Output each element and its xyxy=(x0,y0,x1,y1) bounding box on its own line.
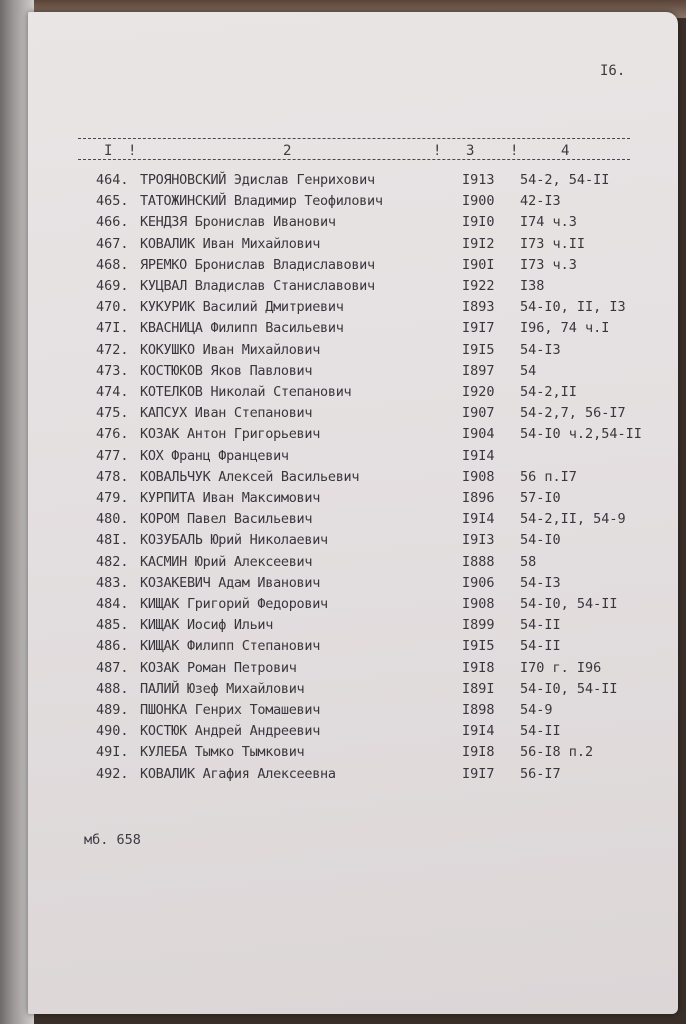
birth-year: I9I4 xyxy=(462,447,495,464)
archive-reference: 54-I0 xyxy=(520,532,561,549)
birth-year: I908 xyxy=(462,596,495,612)
list-item xyxy=(0,702,686,723)
birth-year: I922 xyxy=(462,278,495,294)
birth-year: I907 xyxy=(462,405,495,422)
list-item xyxy=(0,299,686,320)
column-divider: ! xyxy=(433,143,442,159)
list-item xyxy=(0,617,686,638)
list-item xyxy=(0,257,686,278)
row-number: 466. xyxy=(96,214,129,231)
person-name: КОСТЮКОВ Яков Павлович xyxy=(140,362,313,379)
row-number: 487. xyxy=(96,659,129,676)
archive-reference: I73 ч.II xyxy=(520,235,586,252)
archive-reference: I38 xyxy=(520,278,545,294)
list-item xyxy=(0,448,686,469)
archive-reference: I73 ч.3 xyxy=(520,256,577,273)
person-name: КУРПИТА Иван Максимович xyxy=(140,490,321,506)
row-number: 482. xyxy=(96,553,129,570)
list-item xyxy=(0,532,686,553)
person-name: КОРОМ Павел Васильевич xyxy=(140,511,313,528)
person-name: КУКУРИК Василий Дмитриевич xyxy=(140,299,344,316)
list-item xyxy=(0,660,686,681)
row-number: 492. xyxy=(96,765,129,782)
person-name: КОВАЛИК Агафия Алексеевна xyxy=(140,765,336,782)
person-name: КИЩАК Иосиф Ильич xyxy=(140,617,274,634)
archive-reference: 54-I0, 54-II xyxy=(520,596,618,612)
person-name: ТАТОЖИНСКИЙ Владимир Теофилович xyxy=(140,193,383,210)
birth-year: I888 xyxy=(462,553,495,570)
row-number: 464. xyxy=(96,172,129,188)
row-number: 467. xyxy=(96,235,129,252)
birth-year: I900 xyxy=(462,193,495,210)
row-number: 485. xyxy=(96,617,129,634)
birth-year: I906 xyxy=(462,574,495,591)
list-item xyxy=(0,214,686,235)
list-item xyxy=(0,342,686,363)
column-divider: ! xyxy=(510,143,519,159)
archive-reference: 56-I7 xyxy=(520,765,561,782)
archive-reference: 54-I3 xyxy=(520,574,561,591)
birth-year: I89I xyxy=(462,680,495,697)
list-item xyxy=(0,638,686,659)
person-name: КОЗУБАЛЬ Юрий Николаевич xyxy=(140,532,328,549)
archive-reference: 42-I3 xyxy=(520,193,561,210)
list-item xyxy=(0,490,686,511)
row-number: 484. xyxy=(96,596,129,612)
list-item xyxy=(0,575,686,596)
birth-year: I9I8 xyxy=(462,659,495,676)
birth-year: I9I4 xyxy=(462,511,495,528)
list-item xyxy=(0,469,686,490)
birth-year: I9I0 xyxy=(462,214,495,231)
birth-year: I90I xyxy=(462,256,495,273)
footer-note: мб. 658 xyxy=(84,832,141,848)
row-number: 473. xyxy=(96,362,129,379)
table-header-rule-top xyxy=(78,138,630,139)
person-name: КОТЕЛКОВ Николай Степанович xyxy=(140,384,352,400)
archive-reference: I96, 74 ч.I xyxy=(520,320,610,337)
row-number: 49I. xyxy=(96,744,129,761)
row-number: 476. xyxy=(96,426,129,443)
archive-reference: 54-I3 xyxy=(520,341,561,358)
archive-reference: 56-I8 п.2 xyxy=(520,744,594,761)
person-name: КОКУШКО Иван Михайлович xyxy=(140,341,321,358)
row-number: 478. xyxy=(96,468,129,485)
list-item xyxy=(0,426,686,447)
row-number: 477. xyxy=(96,447,129,464)
row-number: 479. xyxy=(96,490,129,506)
list-item xyxy=(0,384,686,405)
person-name: КАПСУХ Иван Степанович xyxy=(140,405,313,422)
person-name: ЯРЕМКО Бронислав Владиславович xyxy=(140,256,375,273)
archive-reference: 54-II xyxy=(520,638,561,655)
column-header-1: I xyxy=(104,143,113,159)
list-item xyxy=(0,744,686,765)
row-number: 488. xyxy=(96,680,129,697)
birth-year: I9I4 xyxy=(462,723,495,740)
birth-year: I9I3 xyxy=(462,532,495,549)
row-number: 475. xyxy=(96,405,129,422)
birth-year: I899 xyxy=(462,617,495,634)
row-number: 489. xyxy=(96,702,129,718)
person-name: КВАСНИЦА Филипп Васильевич xyxy=(140,320,344,337)
person-name: КУЛЕБА Тымко Тымкович xyxy=(140,744,305,761)
row-number: 472. xyxy=(96,341,129,358)
person-name: КАСМИН Юрий Алексеевич xyxy=(140,553,313,570)
list-item xyxy=(0,766,686,787)
table-header-rule-bottom xyxy=(78,159,630,160)
archive-reference: I74 ч.3 xyxy=(520,214,577,231)
column-header-3: 3 xyxy=(466,143,475,159)
list-item xyxy=(0,511,686,532)
archive-reference: 54-2,II, 54-9 xyxy=(520,511,626,528)
list-item xyxy=(0,172,686,193)
archive-reference: 54-2,7, 56-I7 xyxy=(520,405,626,422)
row-number: 490. xyxy=(96,723,129,740)
person-name: КИЩАК Григорий Федорович xyxy=(140,596,328,612)
birth-year: I897 xyxy=(462,362,495,379)
person-name: КЕНДЗЯ Бронислав Иванович xyxy=(140,214,336,231)
person-name: КОХ Франц Францевич xyxy=(140,447,289,464)
list-item xyxy=(0,596,686,617)
archive-reference: 54-9 xyxy=(520,702,553,718)
archive-reference: 54 xyxy=(520,362,537,379)
row-number: 474. xyxy=(96,384,129,400)
row-number: 483. xyxy=(96,574,129,591)
person-name: КОЗАКЕВИЧ Адам Иванович xyxy=(140,574,321,591)
list-item xyxy=(0,554,686,575)
list-item xyxy=(0,363,686,384)
birth-year: I9I7 xyxy=(462,765,495,782)
list-item xyxy=(0,278,686,299)
row-number: 48I. xyxy=(96,532,129,549)
list-item xyxy=(0,681,686,702)
birth-year: I9I5 xyxy=(462,638,495,655)
archive-reference: 54-I0, 54-II xyxy=(520,680,618,697)
person-name: ПШОНКА Генрих Томашевич xyxy=(140,702,321,718)
birth-year: I908 xyxy=(462,468,495,485)
list-item xyxy=(0,320,686,341)
list-item xyxy=(0,236,686,257)
row-number: 486. xyxy=(96,638,129,655)
person-name: КУЦВАЛ Владислав Станиславович xyxy=(140,278,375,294)
archive-reference: 54-2, 54-II xyxy=(520,172,610,188)
archive-reference: 54-I0, II, I3 xyxy=(520,299,626,316)
row-number: 480. xyxy=(96,511,129,528)
birth-year: I913 xyxy=(462,172,495,188)
person-name: КОСТЮК Андрей Андреевич xyxy=(140,723,321,740)
archive-reference: 54-II xyxy=(520,617,561,634)
birth-year: I893 xyxy=(462,299,495,316)
person-name: ПАЛИЙ Юзеф Михайлович xyxy=(140,680,305,697)
birth-year: I920 xyxy=(462,384,495,400)
archive-reference: 58 xyxy=(520,553,537,570)
person-name: КИЩАК Филипп Степанович xyxy=(140,638,321,655)
row-number: 47I. xyxy=(96,320,129,337)
birth-year: I9I8 xyxy=(462,744,495,761)
archive-reference: 54-I0 ч.2,54-II xyxy=(520,426,642,443)
column-header-2: 2 xyxy=(283,143,292,159)
column-header-4: 4 xyxy=(561,143,570,159)
page-number: I6. xyxy=(600,63,626,79)
person-name: КОВАЛИК Иван Михайлович xyxy=(140,235,321,252)
row-number: 468. xyxy=(96,256,129,273)
archive-reference: 54-II xyxy=(520,723,561,740)
archive-reference: I70 г. I96 xyxy=(520,659,602,676)
birth-year: I9I7 xyxy=(462,320,495,337)
archive-reference: 57-I0 xyxy=(520,490,561,506)
person-name: КОЗАК Роман Петрович xyxy=(140,659,297,676)
birth-year: I9I5 xyxy=(462,341,495,358)
row-number: 470. xyxy=(96,299,129,316)
person-name: КОЗАК Антон Григорьевич xyxy=(140,426,321,443)
birth-year: I896 xyxy=(462,490,495,506)
person-name: КОВАЛЬЧУК Алексей Васильевич xyxy=(140,468,360,485)
birth-year: I904 xyxy=(462,426,495,443)
birth-year: I9I2 xyxy=(462,235,495,252)
person-name: ТРОЯНОВСКИЙ Эдислав Генрихович xyxy=(140,172,375,188)
archive-reference: 56 п.I7 xyxy=(520,468,577,485)
row-number: 465. xyxy=(96,193,129,210)
list-item xyxy=(0,723,686,744)
list-item xyxy=(0,405,686,426)
column-divider: ! xyxy=(128,143,137,159)
archive-reference: 54-2,II xyxy=(520,384,577,400)
row-number: 469. xyxy=(96,278,129,294)
birth-year: I898 xyxy=(462,702,495,718)
list-item xyxy=(0,193,686,214)
